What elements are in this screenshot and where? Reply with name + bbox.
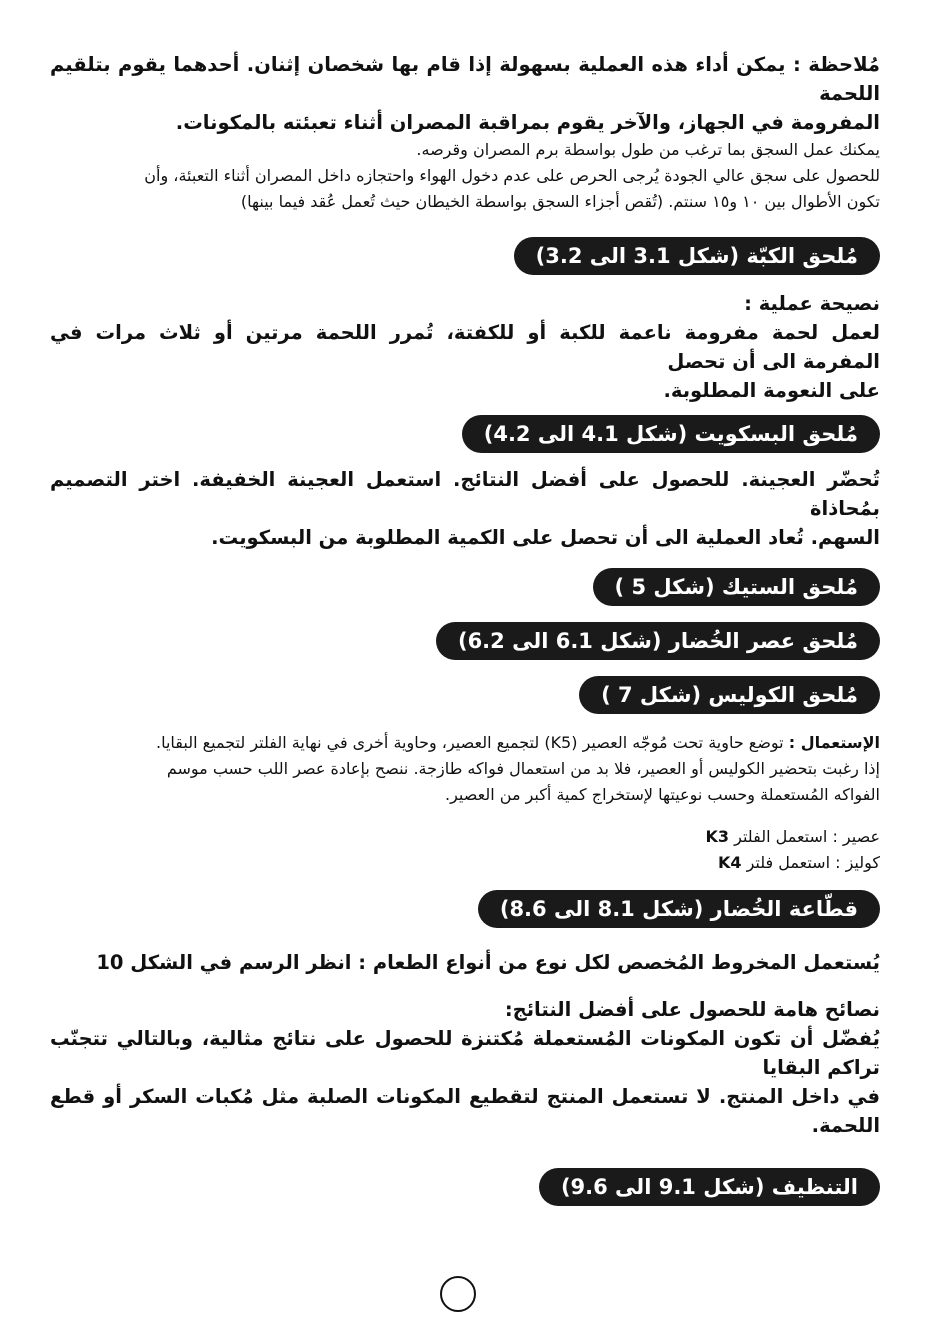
- coulis-usage-label: الإستعمال :: [788, 733, 880, 752]
- note-heading-line-1: مُلاحظة : يمكن أداء هذه العملية بسهولة إذا قام بها شخصان إثنان. أحدهما يقوم بتلقيم اللحمة: [50, 53, 880, 105]
- note-body-line-3: تكون الأطوال بين ١٠ و١٥ سنتم. (تُقص أجزاء السجق بواسطة الخيطان حيث تُعمل عُقد فيما بينها): [240, 192, 880, 211]
- coulis-filter-code: K4: [717, 853, 742, 872]
- coulis-section-heading: مُلحق الكوليس (شكل 7 ): [579, 676, 880, 714]
- coulis-filter-label: كوليز : استعمل فلتر: [746, 853, 880, 872]
- manual-page: [50, 50, 880, 1206]
- kibbeh-text: [50, 289, 880, 405]
- biscuit-line-1: تُحضّر العجينة. للحصول على أفضل النتائج. استعمل العجينة الخفيفة. اختر التصميم بمُحاذاة: [50, 468, 880, 520]
- kibbeh-line-1: لعمل لحمة مفرومة ناعمة للكبة أو للكفتة، تُمرر اللحمة مرتين أو ثلاث مرات في المفرمة الى أن تحصل: [50, 321, 880, 373]
- juice-filter-label: عصير : استعمل الفلتر: [734, 827, 880, 846]
- biscuit-line-2: السهم. تُعاد العملية الى أن تحصل على الكمية المطلوبة من البسكويت.: [211, 526, 880, 549]
- coulis-usage-line: [50, 730, 880, 756]
- cutter-text: [50, 948, 880, 1140]
- juice-filter-row: [50, 824, 880, 850]
- stick-section-heading: مُلحق الستيك (شكل 5 ): [593, 568, 880, 606]
- kibbeh-tip-label: نصيحة عملية :: [744, 292, 880, 315]
- coulis-line-2: إذا رغبت بتحضير الكوليس أو العصير، فلا بد من استعمال فواكه طازجة. ننصح بإعادة عصر اللب حسب موسم: [166, 759, 880, 778]
- coulis-line-3: الفواكه المُستعملة وحسب نوعيتها لإستخراج كمية أكبر من العصير.: [445, 785, 880, 804]
- page-number-circle: [440, 1276, 476, 1312]
- note-heading-line-2: المفرومة في الجهاز، والآخر يقوم بمراقبة المصران أثناء تعبئته بالمكونات.: [175, 111, 880, 134]
- kibbeh-section-heading: مُلحق الكبّة (شكل 3.1 الى 3.2): [514, 237, 880, 275]
- coulis-filter-row: [50, 850, 880, 876]
- biscuit-text: [50, 465, 880, 552]
- cutter-tip-line-1: يُفضّل أن تكون المكونات المُستعملة مُكتنزة للحصول على نتائج مثالية، وبالتالي تتجنّب تراكم البقايا: [50, 1027, 880, 1079]
- note-body-line-1: يمكنك عمل السجق بما ترغب من طول بواسطة برم المصران وقرصه.: [416, 140, 880, 159]
- vegetable-juicer-section-heading: مُلحق عصر الخُضار (شكل 6.1 الى 6.2): [436, 622, 880, 660]
- cleaning-section-heading: التنظيف (شكل 9.1 الى 9.6): [539, 1168, 880, 1206]
- coulis-text: [50, 730, 880, 808]
- juice-filter-code: K3: [705, 827, 730, 846]
- cutter-tip-heading: نصائح هامة للحصول على أفضل النتائج:: [504, 998, 880, 1021]
- coulis-filter-list: [50, 824, 880, 876]
- kibbeh-line-2: على النعومة المطلوبة.: [663, 379, 880, 402]
- note-body-line-2: للحصول على سجق عالي الجودة يُرجى الحرص على عدم دخول الهواء واحتجازه داخل المصران أثناء التعبئة، وأن: [144, 166, 880, 185]
- coulis-line-1: توضع حاوية تحت مُوجّه العصير (K5) لتجميع العصير، وحاوية أخرى في نهاية الفلتر لتجميع البقايا.: [156, 733, 784, 752]
- biscuit-section-heading: مُلحق البسكويت (شكل 4.1 الى 4.2): [462, 415, 880, 453]
- cutter-cone-line: يُستعمل المخروط المُخصص لكل نوع من أنواع الطعام : انظر الرسم في الشكل 10: [96, 951, 880, 974]
- note-block: [50, 50, 880, 215]
- vegetable-cutter-section-heading: قطّاعة الخُضار (شكل 8.1 الى 8.6): [478, 890, 880, 928]
- cutter-tip-line-2: في داخل المنتج. لا تستعمل المنتج لتقطيع المكونات الصلبة مثل مُكبات السكر أو قطع اللحمة.: [50, 1085, 880, 1137]
